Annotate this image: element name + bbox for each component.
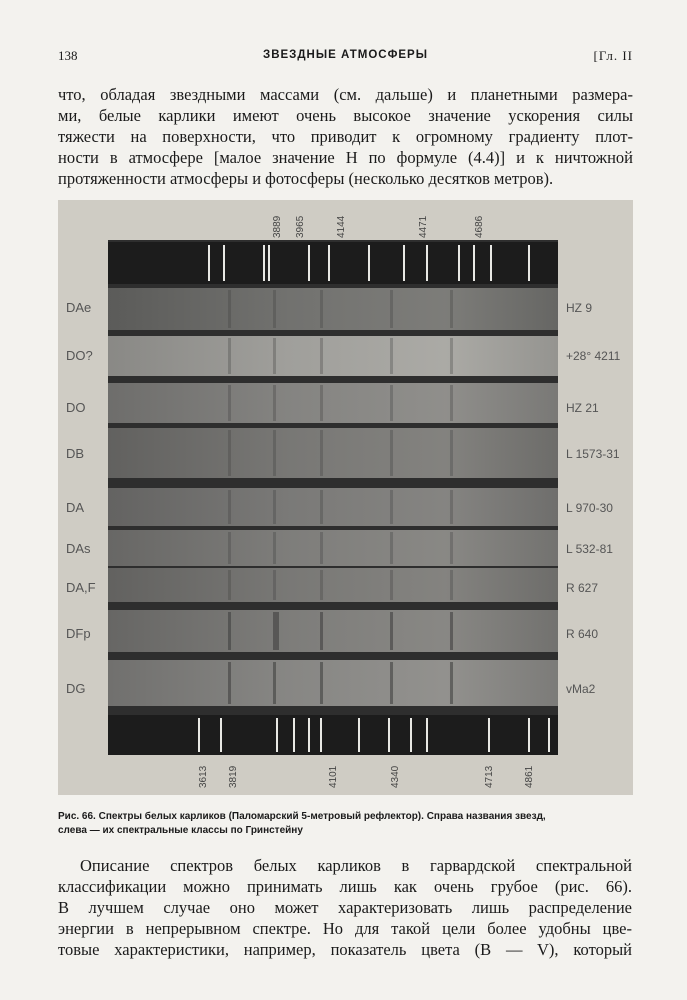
wavelength-label: 3965 <box>295 215 306 238</box>
wavelength-label: 4686 <box>474 215 485 238</box>
wavelength-label: 3889 <box>272 215 283 238</box>
wavelength-label: 4340 <box>390 765 401 788</box>
text-line: товые характеристики, например, показатель цвета (B — V), который <box>58 940 632 959</box>
star-label: vMa2 <box>566 682 596 696</box>
top-comparison-spectrum <box>108 242 558 284</box>
wavelength-label: 4101 <box>328 765 339 788</box>
emission-line <box>410 718 412 752</box>
caption-line: слева — их спектральные классы по Гринстейну <box>58 825 303 836</box>
paragraph-bottom <box>58 855 632 960</box>
spectrum-band <box>108 530 558 566</box>
star-label: L 970-30 <box>566 501 613 515</box>
emission-line <box>276 718 278 752</box>
emission-line <box>223 245 225 281</box>
wavelength-label: 4144 <box>336 215 347 238</box>
star-label: +28° 4211 <box>566 349 621 363</box>
text-line: ности в атмосфере [малое значение H по формуле (4.4)] и к ничтожной <box>58 148 633 167</box>
emission-line <box>490 245 492 281</box>
text-line: В лучшем случае оно может характеризовать лишь распределение <box>58 898 632 917</box>
emission-line <box>358 718 360 752</box>
class-label: DG <box>66 681 86 696</box>
page-header <box>58 48 633 68</box>
wavelength-label: 3613 <box>198 765 209 788</box>
text-line: классификации можно принимать лишь как очень грубое (рис. 66). <box>58 877 632 896</box>
class-label: DA <box>66 500 85 515</box>
star-label: HZ 21 <box>566 401 599 415</box>
emission-line <box>208 245 210 281</box>
class-label: DAe <box>66 300 92 315</box>
class-label: DO <box>66 400 86 415</box>
emission-line <box>263 245 265 281</box>
text-line: протяженности атмосферы и фотосферы (несколько десятков метров). <box>58 169 554 188</box>
emission-line <box>198 718 200 752</box>
emission-line <box>403 245 405 281</box>
class-label: DAs <box>66 541 91 556</box>
text-line: ми, белые карлики имеют очень высокое значение ускорения силы <box>58 106 633 125</box>
emission-line <box>473 245 475 281</box>
figure-caption <box>58 810 638 838</box>
spectrum-band <box>108 568 558 602</box>
emission-line <box>320 718 322 752</box>
emission-line <box>268 245 270 281</box>
class-label: DO? <box>66 348 93 363</box>
spectrum-band <box>108 383 558 423</box>
emission-line <box>528 245 530 281</box>
emission-line <box>308 718 310 752</box>
spectrum-band <box>108 660 558 706</box>
star-spectra <box>108 288 558 706</box>
emission-line <box>293 718 295 752</box>
spectrum-band <box>108 488 558 526</box>
spectrum-band <box>108 336 558 376</box>
text-line: тяжести на поверхности, что приводит к огромному градиенту плот- <box>58 127 633 146</box>
wavelength-label: 3819 <box>228 765 239 788</box>
star-label: R 640 <box>566 627 599 641</box>
spectra-plate <box>58 200 633 795</box>
emission-line <box>488 718 490 752</box>
star-label: R 627 <box>566 581 599 595</box>
emission-line <box>388 718 390 752</box>
star-label: L 1573-31 <box>566 447 620 461</box>
bottom-comparison-spectrum <box>108 715 558 755</box>
running-title: ЗВЕЗДНЫЕ АТМОСФЕРЫ <box>262 49 428 61</box>
spectrum-band <box>108 288 558 330</box>
spectrum-band <box>108 610 558 652</box>
star-label: L 532-81 <box>566 542 613 556</box>
wavelength-label: 4713 <box>484 765 495 788</box>
class-label: DFp <box>66 626 91 641</box>
text-line: Описание спектров белых карликов в гарвардской спектральной <box>80 856 632 875</box>
emission-line <box>426 718 428 752</box>
emission-line <box>328 245 330 281</box>
page-number: 138 <box>58 48 78 63</box>
emission-line <box>308 245 310 281</box>
emission-line <box>458 245 460 281</box>
emission-line <box>426 245 428 281</box>
emission-line <box>368 245 370 281</box>
emission-line <box>528 718 530 752</box>
class-label: DA,F <box>66 580 96 595</box>
emission-line <box>548 718 550 752</box>
class-label: DB <box>66 446 85 461</box>
chapter-marker: [Гл. II <box>593 48 633 63</box>
caption-line: Рис. 66. Спектры белых карликов (Паломарский 5-метровый рефлектор). Справа названия звезд, <box>58 811 546 822</box>
text-line: что, обладая звездными массами (см. дальше) и планетными размера- <box>58 85 633 104</box>
wavelength-label: 4471 <box>418 215 429 238</box>
text-line: энергии в непрерывном спектре. Но для такой цели более удобны цве- <box>58 919 632 938</box>
spectra-figure <box>58 200 633 795</box>
emission-line <box>220 718 222 752</box>
star-label: HZ 9 <box>566 301 593 315</box>
paragraph-top <box>58 84 633 189</box>
spectrum-band <box>108 428 558 478</box>
wavelength-label: 4861 <box>524 765 535 788</box>
